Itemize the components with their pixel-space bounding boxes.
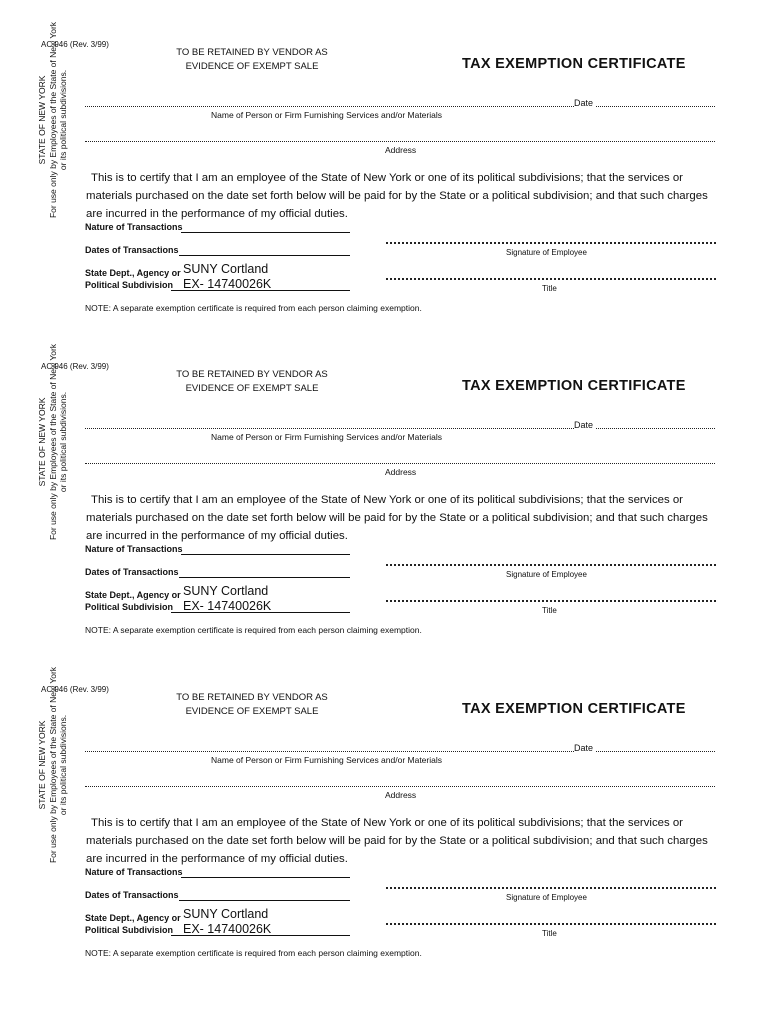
vendor-name-label: Name of Person or Firm Furnishing Services and/or Materials — [211, 755, 442, 765]
nature-of-transactions-label: Nature of Transactions — [85, 544, 183, 554]
side-line-2: For use only by Employees of the State of New York — [47, 21, 58, 219]
retention-line-1: TO BE RETAINED BY VENDOR AS — [176, 369, 328, 380]
signature-label: Signature of Employee — [506, 893, 587, 902]
side-line-3: or its political subdivisions. — [58, 714, 68, 816]
date-label: Date — [574, 98, 594, 108]
retention-notice — [172, 46, 332, 74]
vendor-name-label: Name of Person or Firm Furnishing Services and/or Materials — [211, 432, 442, 442]
certificate-1 — [0, 0, 770, 322]
side-caption — [37, 342, 69, 542]
state-dept-label: State Dept., Agency or — [85, 268, 181, 278]
address-label: Address — [385, 790, 417, 800]
form-revision: AC 946 (Rev. 3/99) — [41, 685, 109, 694]
exemption-note: NOTE: A separate exemption certificate is required from each person claiming exemption. — [85, 948, 422, 958]
agency-value: SUNY Cortland — [183, 262, 269, 276]
certification-text: This is to certify that I am an employee of the State of New York or one of its political subdivisions; that the services or materials purchased on the date set forth below will be paid for by the State or a political subdivision; and that such charges are incurred in the performance of my official duties. — [86, 494, 708, 542]
side-line-1: STATE OF NEW YORK — [37, 75, 47, 165]
exemption-number: EX- 14740026K — [183, 277, 272, 291]
certificate-title: TAX EXEMPTION CERTIFICATE — [462, 701, 686, 717]
retention-notice — [172, 368, 332, 396]
title-field[interactable] — [386, 600, 716, 602]
exemption-number: EX- 14740026K — [183, 599, 272, 613]
date-field[interactable] — [596, 106, 715, 107]
dates-of-transactions-label: Dates of Transactions — [85, 890, 179, 900]
retention-line-1: TO BE RETAINED BY VENDOR AS — [176, 692, 328, 703]
nature-of-transactions-label: Nature of Transactions — [85, 867, 183, 877]
state-dept-label: State Dept., Agency or — [85, 913, 181, 923]
vendor-name-label: Name of Person or Firm Furnishing Services and/or Materials — [211, 110, 442, 120]
retention-notice — [172, 691, 332, 719]
certification-statement — [86, 169, 718, 223]
title-label: Title — [542, 929, 557, 938]
dates-of-transactions-field[interactable] — [179, 255, 350, 256]
signature-field[interactable] — [386, 242, 716, 244]
address-label: Address — [385, 145, 417, 155]
nature-of-transactions-field[interactable] — [181, 232, 350, 233]
dates-of-transactions-field[interactable] — [179, 900, 350, 901]
date-field[interactable] — [596, 428, 715, 429]
exemption-note: NOTE: A separate exemption certificate is required from each person claiming exemption. — [85, 303, 422, 313]
date-label: Date — [574, 420, 594, 430]
side-caption — [37, 20, 69, 220]
address-label: Address — [385, 467, 417, 477]
date-label: Date — [574, 743, 594, 753]
signature-label: Signature of Employee — [506, 248, 587, 257]
side-line-1: STATE OF NEW YORK — [37, 720, 47, 810]
vendor-name-field[interactable] — [85, 428, 574, 429]
form-revision: AC 946 (Rev. 3/99) — [41, 362, 109, 371]
exemption-note: NOTE: A separate exemption certificate is required from each person claiming exemption. — [85, 625, 422, 635]
signature-field[interactable] — [386, 564, 716, 566]
address-field[interactable] — [85, 141, 715, 142]
certification-text: This is to certify that I am an employee of the State of New York or one of its political subdivisions; that the services or materials purchased on the date set forth below will be paid for by the State or a political subdivision; and that such charges are incurred in the performance of my official duties. — [86, 172, 708, 220]
dates-of-transactions-field[interactable] — [179, 577, 350, 578]
form-revision: AC 946 (Rev. 3/99) — [41, 40, 109, 49]
side-caption — [37, 665, 69, 865]
title-field[interactable] — [386, 278, 716, 280]
side-line-2: For use only by Employees of the State of New York — [47, 343, 58, 541]
political-subdivision-label: Political Subdivision — [85, 925, 174, 935]
agency-value: SUNY Cortland — [183, 907, 269, 921]
political-subdivision-label: Political Subdivision — [85, 280, 174, 290]
address-field[interactable] — [85, 463, 715, 464]
side-line-2: For use only by Employees of the State of New York — [47, 666, 58, 864]
title-field[interactable] — [386, 923, 716, 925]
retention-line-2: EVIDENCE OF EXEMPT SALE — [185, 61, 319, 72]
retention-line-1: TO BE RETAINED BY VENDOR AS — [176, 47, 328, 58]
title-label: Title — [542, 284, 557, 293]
exemption-number: EX- 14740026K — [183, 922, 272, 936]
dates-of-transactions-label: Dates of Transactions — [85, 567, 179, 577]
dates-of-transactions-label: Dates of Transactions — [85, 245, 179, 255]
date-field[interactable] — [596, 751, 715, 752]
signature-label: Signature of Employee — [506, 570, 587, 579]
certificate-title: TAX EXEMPTION CERTIFICATE — [462, 378, 686, 394]
certification-statement — [86, 814, 718, 868]
certificate-2 — [0, 322, 770, 644]
certification-statement — [86, 491, 718, 545]
nature-of-transactions-label: Nature of Transactions — [85, 222, 183, 232]
retention-line-2: EVIDENCE OF EXEMPT SALE — [185, 706, 319, 717]
address-field[interactable] — [85, 786, 715, 787]
vendor-name-field[interactable] — [85, 106, 574, 107]
side-line-1: STATE OF NEW YORK — [37, 397, 47, 487]
side-line-3: or its political subdivisions. — [58, 391, 68, 493]
title-label: Title — [542, 606, 557, 615]
nature-of-transactions-field[interactable] — [181, 554, 350, 555]
political-subdivision-label: Political Subdivision — [85, 602, 174, 612]
side-line-3: or its political subdivisions. — [58, 69, 68, 171]
state-dept-label: State Dept., Agency or — [85, 590, 181, 600]
signature-field[interactable] — [386, 887, 716, 889]
certificate-3 — [0, 645, 770, 967]
certification-text: This is to certify that I am an employee of the State of New York or one of its political subdivisions; that the services or materials purchased on the date set forth below will be paid for by the State or a political subdivision; and that such charges are incurred in the performance of my official duties. — [86, 817, 708, 865]
vendor-name-field[interactable] — [85, 751, 574, 752]
nature-of-transactions-field[interactable] — [181, 877, 350, 878]
agency-value: SUNY Cortland — [183, 584, 269, 598]
certificate-title: TAX EXEMPTION CERTIFICATE — [462, 56, 686, 72]
retention-line-2: EVIDENCE OF EXEMPT SALE — [185, 383, 319, 394]
